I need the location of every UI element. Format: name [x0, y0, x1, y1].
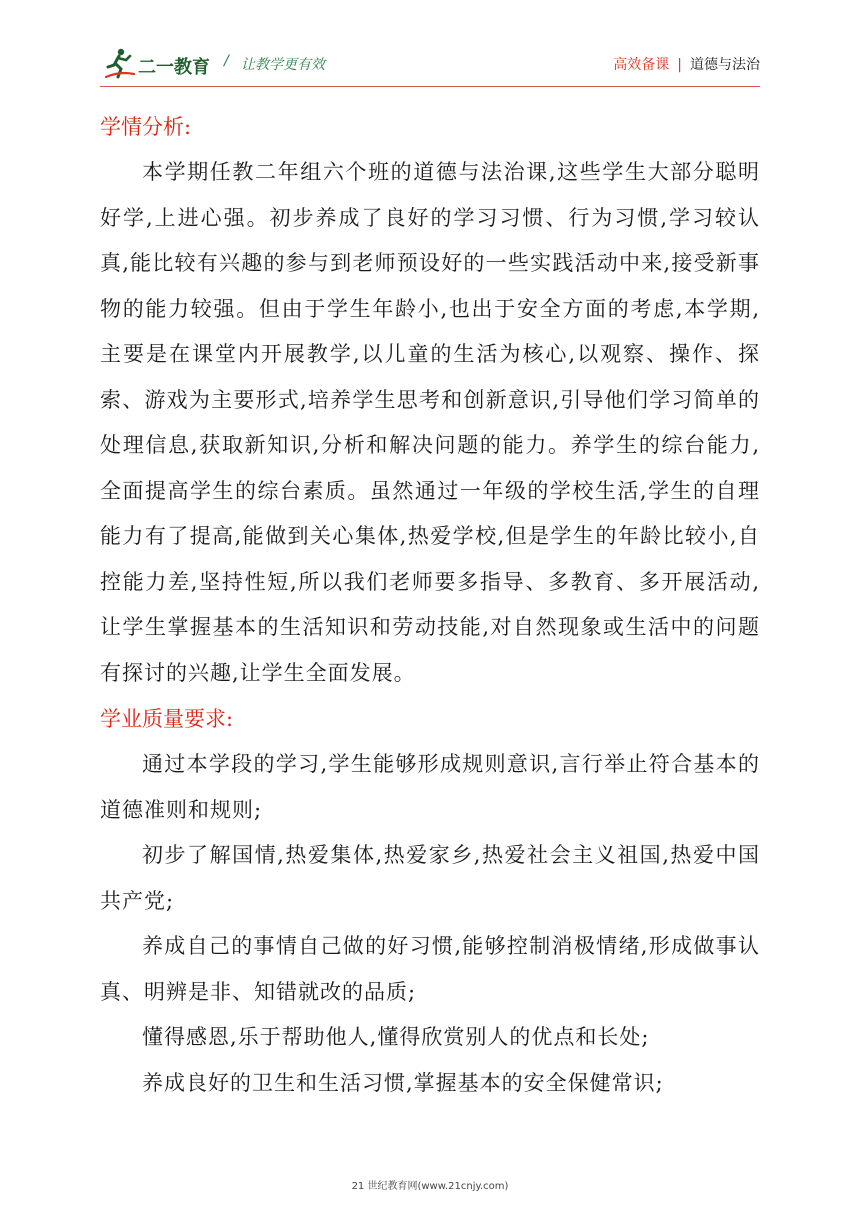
paragraph: 养成良好的卫生和生活习惯,掌握基本的安全保健常识;: [142, 1070, 664, 1095]
page-header: [0, 0, 860, 100]
header-separator: |: [677, 57, 682, 73]
header-subject: 道德与法治: [690, 57, 760, 73]
section-heading: 学情分析:: [100, 115, 192, 139]
document-body: [100, 104, 760, 1106]
brand-logo[interactable]: [104, 47, 210, 81]
paragraph: 养成自己的事情自己做的好习惯,能够控制消极情绪,形成做事认真、明辨是非、知错就改的品质;: [100, 934, 760, 1004]
page-footer[interactable]: 21 世纪教育网(www.21cnjy.com): [351, 1181, 509, 1192]
paragraph: 本学期任教二年组六个班的道德与法治课,这些学生大部分聪明好学,上进心强。初步养成了良好的学习习惯、行为习惯,学习较认真,能比较有兴趣的参与到老师预设好的一些实践活动中来,接受新事物的能力较强。但由于学生年龄小,也出于安全方面的考虑,本学期,主要是在课堂内开展教学,以儿童的生活为核心,以观察、操作、探索、游戏为主要形式,培养学生思考和创新意识,引导他们学习简单的处理信息,获取新知识,分析和解决问题的能力。养学生的综台能力,全面提高学生的综台素质。虽然通过一年级的学校生活,学生的自理能力有了提高,能做到关心集体,热爱学校,但是学生的年龄比较小,自控能力差,坚持性短,所以我们老师要多指导、多教育、多开展活动,让学生掌握基本的生活知识和劳动技能,对自然现象或生活中的问题有探讨的兴趣,让学生全面发展。: [100, 160, 760, 685]
header-category-group: [613, 54, 760, 74]
paragraph: 初步了解国情,热爱集体,热爱家乡,热爱社会主义祖国,热爱中国共产党;: [100, 843, 760, 913]
paragraph: 懂得感恩,乐于帮助他人,懂得欣赏别人的优点和长处;: [142, 1025, 650, 1049]
runner-logo-icon: [104, 47, 136, 81]
header-slogan: 让教学更有效: [241, 57, 325, 73]
header-divider-slash: /: [224, 53, 229, 69]
section-quality-requirements: [100, 696, 760, 1106]
header-category: 高效备课: [613, 57, 670, 73]
header-divider-line: [100, 86, 760, 87]
section-heading: 学业质量要求:: [100, 707, 234, 731]
section-learning-analysis: [100, 104, 760, 696]
paragraph: 通过本学段的学习,学生能够形成规则意识,言行举止符合基本的道德准则和规则;: [100, 752, 760, 822]
logo-wordmark: 二一教育: [138, 57, 210, 78]
